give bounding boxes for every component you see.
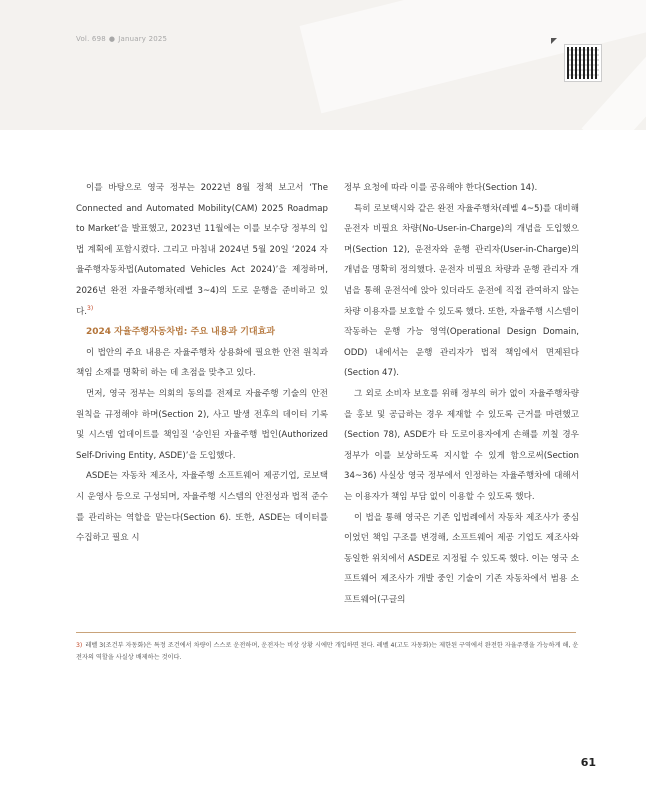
section-heading: 2024 자율주행자동차법: 주요 내용과 기대효과 [86, 327, 275, 338]
footnote-text: 레벨 3(조건부 자동화)은 특정 조건에서 차량이 스스로 운전하며, 운전자는 비상 상황 시에만 개입하면 된다. 레벨 4(고도 자동화)는 제한된 구역에서 완전한 자율주행을 가능하게 해, 운전자의 역할을 사실상 배제하는 것이다. [76, 642, 579, 661]
paragraph: 먼저, 영국 정부는 의회의 동의를 전제로 자율주행 기술의 안전 원칙을 규정해야 하며(Section 2), 사고 발생 전후의 데이터 기록 및 시스템 업데이트를 책임질 ‘승인된 자율주행 법인(Authorized Self-Driving Entity, ASDE)’을 도입했다. [76, 388, 328, 461]
paragraph: ASDE는 자동차 제조사, 자율주행 소프트웨어 제공기업, 로보택시 운영사 등으로 구성되며, 자율주행 시스템의 안전성과 법적 준수를 관리하는 역할을 맡는다(Section 6). 또한, ASDE는 데이터를 수집하고 필요 시 [76, 471, 328, 544]
corner-marker-icon [551, 38, 557, 44]
separator-dot-icon: ● [108, 35, 116, 43]
paragraph: 특히 로보택시와 같은 완전 자율주행차(레벨 4~5)를 대비해 운전자 비필요 차량(No-User-in-Charge)의 개념을 도입했으며(Section 12), 운전자와 운행 관리자(User-in-Charge)의 개념을 명확히 정의했다. 운전자 비필요 차량과 운행 관리자 개념을 통해 운전석에 앉아 있더라도 운전에 직접 관여하지 않는 차량 이용자를 보호할 수 있도록 했다. 또한, 자율주행 시스템이 작동하는 운행 가능 영역(Operational Design Domain, ODD) 내에서는 운행 관리자가 법적 책임에서 면제된다(Section 47). [344, 203, 579, 379]
footnote-ref[interactable]: 3) [87, 304, 94, 312]
header-background [0, 0, 646, 130]
left-column [76, 178, 328, 549]
footnote [76, 640, 581, 664]
paragraph: 이 법안의 주요 내용은 자율주행차 상용화에 필요한 안전 원칙과 책임 소재를 명확히 하는 데 초점을 맞추고 있다. [76, 347, 328, 379]
issue-volume: Vol. 698 [76, 35, 106, 43]
footnote-divider [76, 632, 576, 633]
right-column [344, 178, 579, 610]
qr-code-icon [565, 45, 601, 81]
issue-info [76, 35, 167, 43]
paragraph: 이 법을 통해 영국은 기존 입법례에서 자동차 제조사가 중심이었던 책임 구조를 변경해, 소프트웨어 제공 기업도 제조사와 동일한 위치에서 ASDE로 지정될 수 있도록 했다. 이는 영국 소프트웨어 제조사가 개발 중인 기술이 기존 자동차에서 범용 소프트웨어(구글의 [344, 512, 579, 605]
footnote-number: 3) [76, 642, 83, 649]
issue-date: January 2025 [118, 35, 168, 43]
paragraph: 정부 요청에 따라 이를 공유해야 한다(Section 14). [344, 183, 538, 193]
paragraph: 그 외로 소비자 보호를 위해 정부의 허가 없이 자율주행차량을 홍보 및 공급하는 경우 제재할 수 있도록 근거를 마련했고(Section 78), ASDE가 타 도로이용자에게 손해를 끼칠 경우 정부가 이를 보상하도록 지시할 수 있게 함으로써(Section 34~36) 사실상 영국 정부에서 인정하는 자율주행차에 대해서는 이용자가 책임 부담 없이 이용할 수 있도록 했다. [344, 388, 579, 502]
page-number: 61 [580, 756, 596, 769]
paragraph: 이를 바탕으로 영국 정부는 2022년 8월 정책 보고서 ‘The Connected and Automated Mobility(CAM) 2025 Roadmap to Market’을 발표했고, 2023년 11월에는 이를 보수당 정부의 입법 계획에 포함시켰다. 그리고 마침내 2024년 5월 20일 ‘2024 자율주행자동차법(Automated Vehicles Act 2024)’을 제정하며, 2026년 완전 자율주행차(레벨 3~4)의 도로 운행을 준비하고 있다.$^{3)}$ [76, 183, 328, 317]
